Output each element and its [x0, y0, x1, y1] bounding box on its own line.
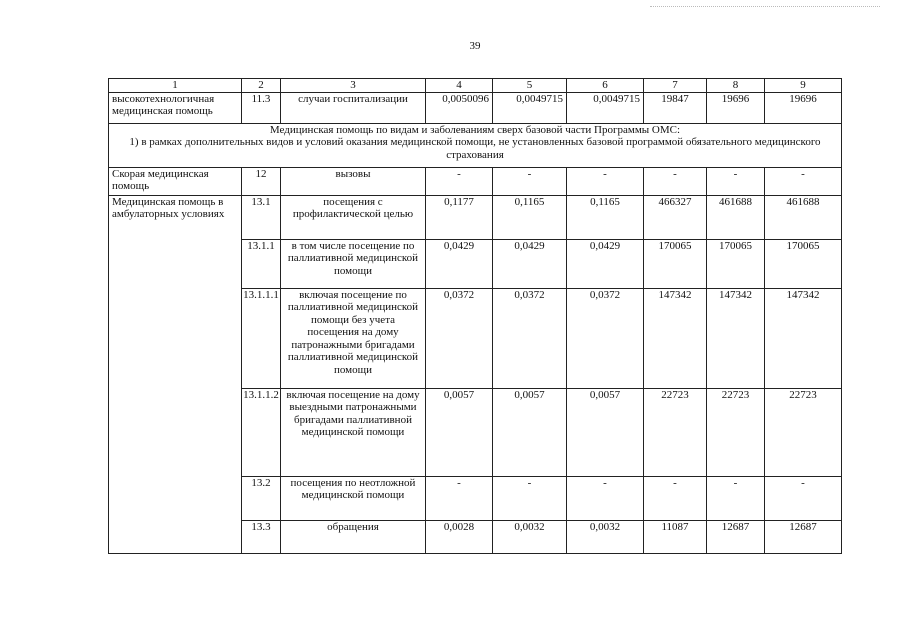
row-code: 13.1.1: [242, 239, 281, 288]
value-cell: 22723: [765, 388, 842, 476]
value-cell: -: [567, 476, 644, 520]
value-cell: 0,1165: [493, 195, 567, 239]
value-cell: 12687: [707, 520, 765, 553]
value-cell: 0,0050096: [426, 92, 493, 123]
header-cell: 5: [493, 79, 567, 93]
header-cell: 9: [765, 79, 842, 93]
value-cell: 147342: [765, 288, 842, 388]
value-cell: -: [493, 167, 567, 195]
value-cell: 147342: [707, 288, 765, 388]
column-numbers-row: [109, 79, 842, 93]
value-cell: -: [707, 476, 765, 520]
row-code: 13.2: [242, 476, 281, 520]
value-cell: -: [426, 476, 493, 520]
value-cell: 0,1165: [567, 195, 644, 239]
value-cell: 19696: [765, 92, 842, 123]
value-cell: 0,0032: [567, 520, 644, 553]
value-cell: 11087: [644, 520, 707, 553]
value-cell: 170065: [644, 239, 707, 288]
value-cell: 0,0049715: [567, 92, 644, 123]
header-cell: 3: [281, 79, 426, 93]
header-cell: 6: [567, 79, 644, 93]
value-cell: 22723: [644, 388, 707, 476]
row-unit: обращения: [281, 520, 426, 553]
row-unit: случаи госпитализации: [281, 92, 426, 123]
row-name: Скорая медицинская помощь: [109, 167, 242, 195]
value-cell: 0,0429: [426, 239, 493, 288]
value-cell: -: [707, 167, 765, 195]
value-cell: 466327: [644, 195, 707, 239]
row-code: 13.1.1.1: [242, 288, 281, 388]
row-unit: вызовы: [281, 167, 426, 195]
row-unit: включая посещение на дому выездными патронажными бригадами паллиативной медицинской помощи: [281, 388, 426, 476]
value-cell: 461688: [707, 195, 765, 239]
value-cell: 0,0429: [567, 239, 644, 288]
row-unit: посещения с профилактической целью: [281, 195, 426, 239]
header-cell: 4: [426, 79, 493, 93]
value-cell: 0,0372: [567, 288, 644, 388]
row-name: Медицинская помощь в амбулаторных условиях: [109, 195, 242, 553]
value-cell: 147342: [644, 288, 707, 388]
value-cell: -: [644, 167, 707, 195]
value-cell: -: [493, 476, 567, 520]
header-cell: 2: [242, 79, 281, 93]
scan-artifact: [650, 6, 880, 9]
value-cell: -: [426, 167, 493, 195]
table-row: [109, 195, 842, 239]
value-cell: -: [765, 167, 842, 195]
section-heading: [109, 123, 842, 167]
value-cell: 19847: [644, 92, 707, 123]
value-cell: 0,0372: [493, 288, 567, 388]
table-row: [109, 92, 842, 123]
value-cell: 22723: [707, 388, 765, 476]
section-subtitle: 1) в рамках дополнительных видов и условий оказания медицинской помощи, не установленных базовой программой обязательного медицинского страхования: [129, 136, 821, 161]
value-cell: 0,0429: [493, 239, 567, 288]
value-cell: 0,0049715: [493, 92, 567, 123]
value-cell: 461688: [765, 195, 842, 239]
value-cell: 0,0057: [567, 388, 644, 476]
value-cell: 12687: [765, 520, 842, 553]
page-number: 39: [469, 40, 481, 52]
value-cell: 0,0032: [493, 520, 567, 553]
header-cell: 7: [644, 79, 707, 93]
data-table: [108, 78, 842, 554]
header-cell: 1: [109, 79, 242, 93]
row-code: 13.3: [242, 520, 281, 553]
section-title: Медицинская помощь по видам и заболеваниям сверх базовой части Программы ОМС:: [269, 123, 681, 136]
row-code: 11.3: [242, 92, 281, 123]
value-cell: -: [765, 476, 842, 520]
section-heading-row: [109, 123, 842, 167]
value-cell: 0,0028: [426, 520, 493, 553]
row-name: высокотехнологичная медицинская помощь: [109, 92, 242, 123]
value-cell: 19696: [707, 92, 765, 123]
row-code: 13.1: [242, 195, 281, 239]
value-cell: -: [644, 476, 707, 520]
header-cell: 8: [707, 79, 765, 93]
table-row: [109, 167, 842, 195]
value-cell: 0,0057: [493, 388, 567, 476]
value-cell: 0,0057: [426, 388, 493, 476]
row-unit: в том числе посещение по паллиативной медицинской помощи: [281, 239, 426, 288]
value-cell: 170065: [765, 239, 842, 288]
row-unit: включая посещение по паллиативной медицинской помощи без учета посещения на дому патронажными бригадами паллиативной медицинской помощи: [281, 288, 426, 388]
row-code: 13.1.1.2: [242, 388, 281, 476]
value-cell: 0,1177: [426, 195, 493, 239]
value-cell: -: [567, 167, 644, 195]
value-cell: 170065: [707, 239, 765, 288]
row-code: 12: [242, 167, 281, 195]
value-cell: 0,0372: [426, 288, 493, 388]
row-unit: посещения по неотложной медицинской помощи: [281, 476, 426, 520]
